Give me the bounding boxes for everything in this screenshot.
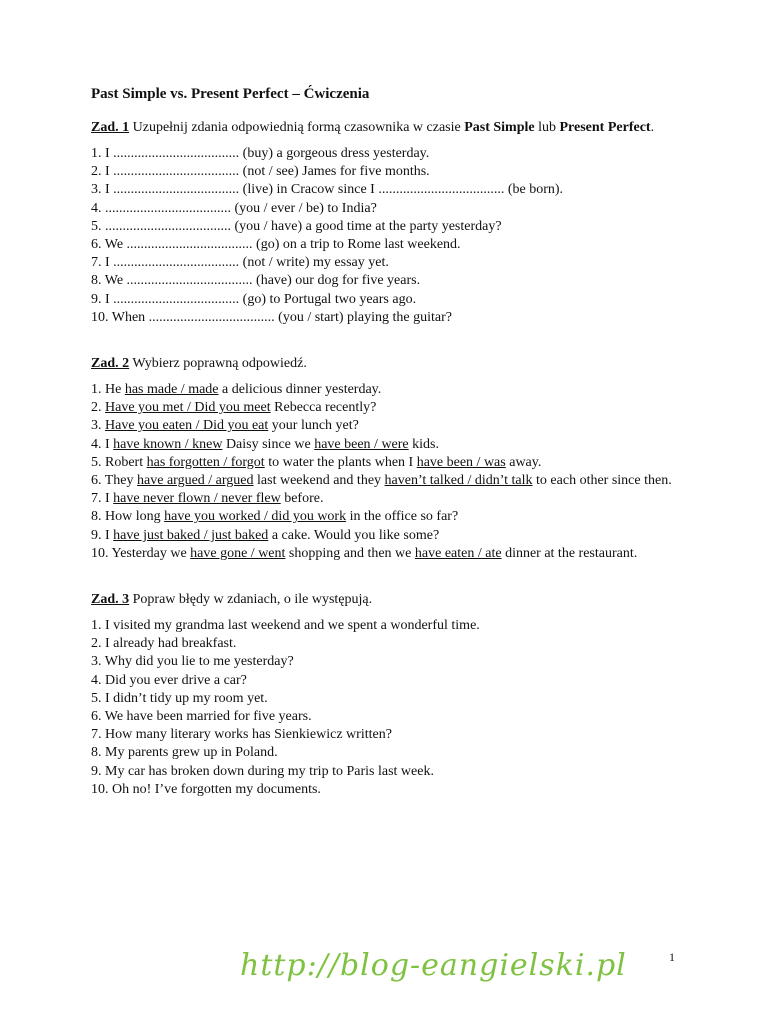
answer-choice[interactable]: have just baked / just baked [113,527,269,543]
task-3-item: 9. My car has broken down during my trip to Paris last week. [91,763,434,779]
sentence-text: last weekend and they [253,473,385,489]
sentence-text: your lunch yet? [268,418,359,434]
task-1-item: 3. I .................................... (live) in Cracow since I .................................... (be born). [91,182,564,198]
answer-choice[interactable]: have eaten / ate [414,545,502,561]
sentence-text: away. [505,454,542,470]
task-2-item [91,508,681,526]
sentence-text: to water the plants when I [264,454,417,470]
answer-choice[interactable]: has forgotten / forgot [146,454,265,470]
sentence-text: dinner at the restaurant. [501,545,638,561]
page-title: Past Simple vs. Present Perfect – Ćwiczenia [91,86,370,102]
sentence-text: 2. [91,400,105,416]
task-3-item: 3. Why did you lie to me yesterday? [91,654,294,670]
task-2-text: Wybierz poprawną odpowiedź. [129,356,307,372]
answer-choice[interactable]: have been / were [314,436,409,452]
sentence-text: 8. How long [91,509,165,525]
task-1-keyword-present-perfect: Present Perfect [559,120,651,135]
answer-choice[interactable]: have you worked / did you work [164,509,347,525]
task-2-item [91,417,681,435]
task-2-item [91,472,681,490]
sentence-text: a delicious dinner yesterday. [218,382,382,398]
sentence-text: kids. [408,436,439,452]
sentence-text: Daisy since we [222,436,315,452]
spacer [91,563,681,591]
task-1-text-a: Uzupełnij zdania odpowiednią formą czasownika w czasie [129,120,465,135]
task-3-instruction [91,591,681,609]
task-1-label: Zad. 1 [91,120,130,135]
page-number: 1 [669,950,675,964]
task-3-item: 4. Did you ever drive a car? [91,672,247,688]
task-1-item: 8. We .................................... (have) our dog for five years. [91,273,421,289]
document-page [91,84,681,799]
task-1-list [91,145,681,327]
sentence-text: 4. I [91,436,114,452]
task-2-label: Zad. 2 [91,356,130,372]
sentence-text: 3. [91,418,105,434]
task-1-item: 7. I .................................... (not / write) my essay yet. [91,255,389,271]
task-2-instruction [91,355,681,373]
answer-choice[interactable]: have argued / argued [137,473,254,489]
task-1-text-c: . [650,120,655,135]
sentence-text: shopping and then we [285,545,415,561]
task-1-text-b: lub [534,120,560,135]
task-3-item: 5. I didn’t tidy up my room yet. [91,690,268,706]
task-3-item: 6. We have been married for five years. [91,709,312,725]
task-3-list [91,617,681,799]
answer-choice[interactable]: Have you met / Did you meet [105,400,271,416]
task-2-item [91,490,681,508]
sentence-text: 10. Yesterday we [91,545,191,561]
sentence-text: 5. Robert [91,454,147,470]
task-1-keyword-past-simple: Past Simple [464,120,535,135]
sentence-text: 9. I [91,527,114,543]
task-1-item: 6. We .................................... (go) on a trip to Rome last weekend. [91,237,461,253]
task-2-item [91,527,681,545]
answer-choice[interactable]: have been / was [416,454,506,470]
task-3-item: 2. I already had breakfast. [91,636,237,652]
task-2 [91,355,681,563]
task-1-instruction [91,119,681,137]
task-3-item: 8. My parents grew up in Poland. [91,745,278,761]
sentence-text: 7. I [91,491,114,507]
task-1-item: 4. .................................... (you / ever / be) to India? [91,200,377,216]
task-1-item: 1. I .................................... (buy) a gorgeous dress yesterday. [91,146,430,161]
task-1 [91,119,681,327]
answer-choice[interactable]: Have you eaten / Did you eat [105,418,269,434]
sentence-text: to each other since then. [532,473,672,489]
task-3-item: 10. Oh no! I’ve forgotten my documents. [91,781,321,797]
task-1-item: 9. I .................................... (go) to Portugal two years ago. [91,291,417,307]
task-1-item: 10. When .................................... (you / start) playing the guitar? [91,309,452,325]
sentence-text: 6. They [91,473,138,489]
footer-url[interactable]: http://blog-eangielski.pl [240,948,627,983]
task-3-item: 1. I visited my grandma last weekend and we spent a wonderful time. [91,618,480,634]
spacer [91,327,681,355]
task-2-item [91,545,681,563]
sentence-text: before. [280,491,324,507]
task-3-text: Popraw błędy w zdaniach, o ile występują. [129,592,373,608]
answer-choice[interactable]: haven’t talked / didn’t talk [384,473,533,489]
task-2-item [91,436,681,454]
task-3 [91,591,681,799]
sentence-text: Rebecca recently? [270,400,377,416]
sentence-text: in the office so far? [346,509,459,525]
task-3-item: 7. How many literary works has Sienkiewicz written? [91,727,392,743]
answer-choice[interactable]: have gone / went [190,545,286,561]
task-2-item [91,454,681,472]
answer-choice[interactable]: have known / knew [113,436,223,452]
task-3-label: Zad. 3 [91,592,130,608]
task-2-list [91,381,681,563]
task-2-item [91,399,681,417]
task-1-item: 5. .................................... (you / have) a good time at the party yesterday? [91,218,502,234]
task-2-item [91,381,681,399]
answer-choice[interactable]: has made / made [124,382,219,398]
sentence-text: a cake. Would you like some? [268,527,440,543]
task-1-item: 2. I .................................... (not / see) James for five months. [91,164,430,180]
sentence-text: 1. He [91,382,125,398]
answer-choice[interactable]: have never flown / never flew [113,491,281,507]
